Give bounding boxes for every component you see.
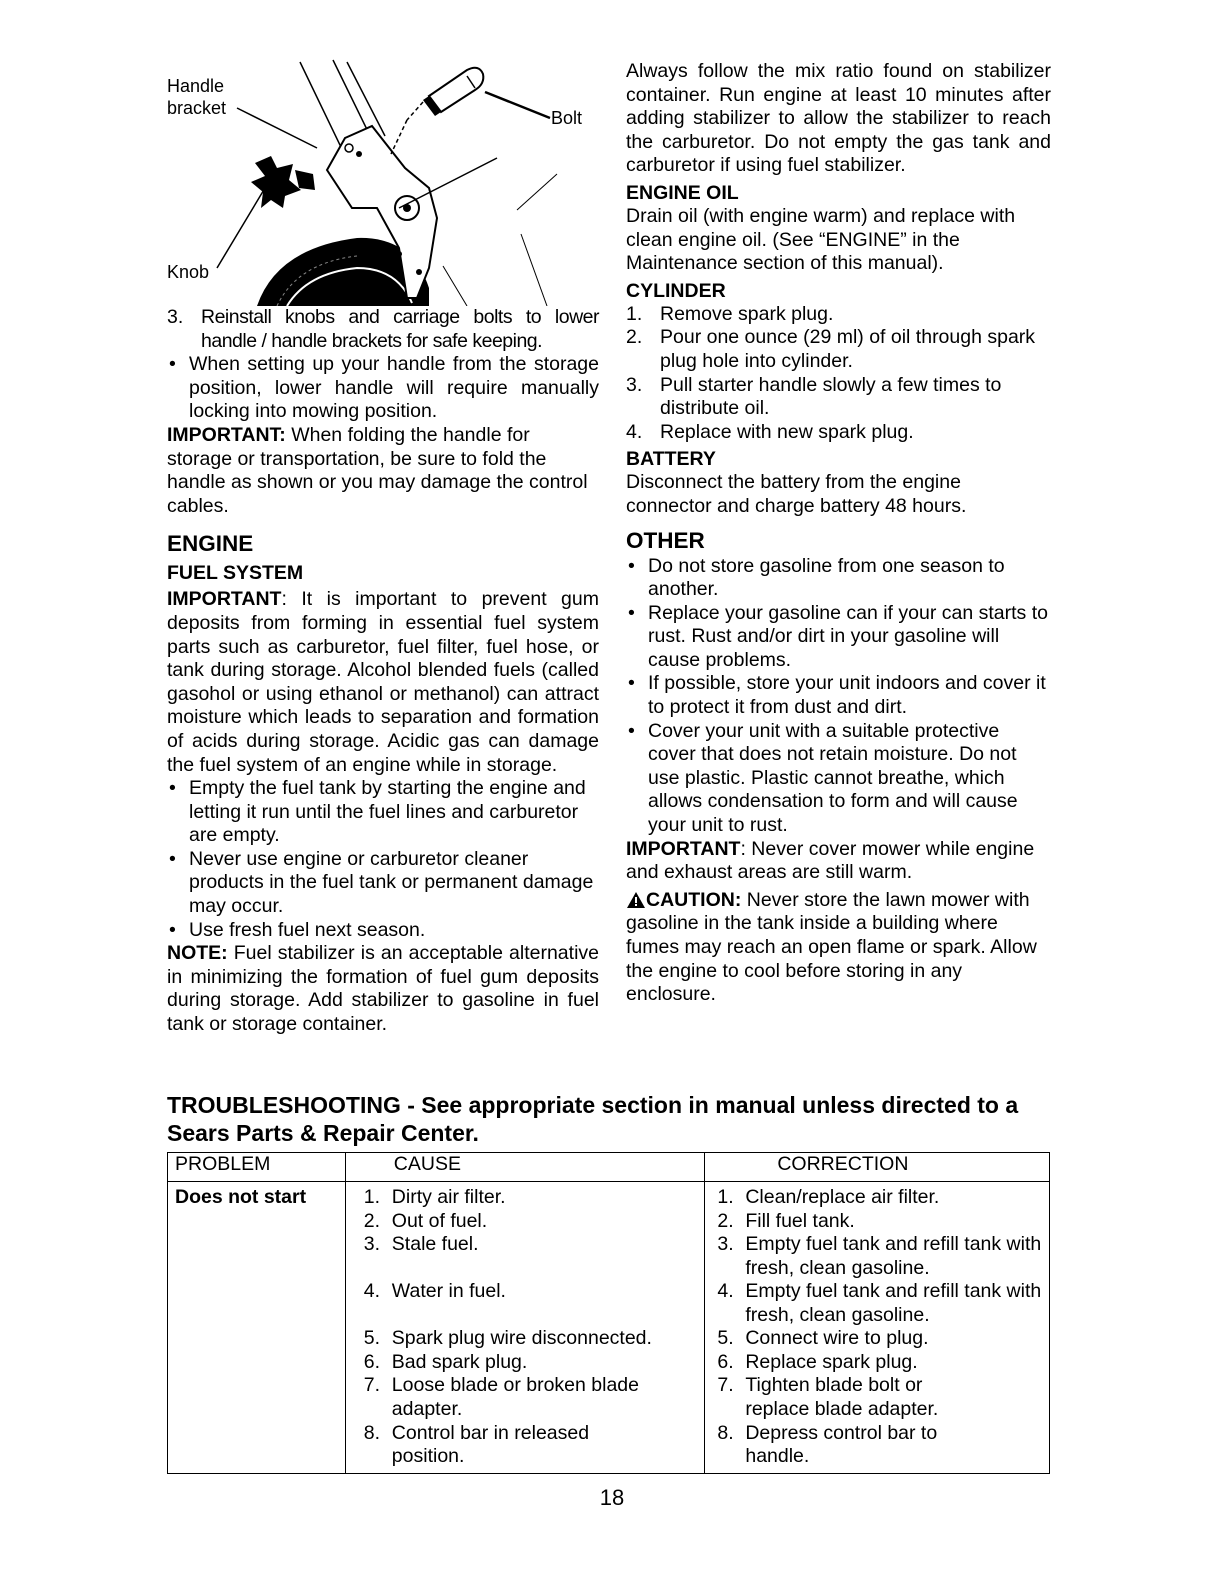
cause-item — [364, 1422, 705, 1469]
item-number: 6. — [363, 1350, 381, 1373]
correction-item — [717, 1374, 1049, 1421]
cause-item — [364, 1210, 705, 1234]
item-text: Control bar in released position. — [391, 1421, 590, 1468]
engine-oil-paragraph: Drain oil (with engine warm) and replace with clean engine oil. (See “ENGINE” in the Maintenance section of this manual). — [626, 204, 1016, 275]
step-number: 1. — [626, 302, 643, 325]
cause-item — [364, 1327, 705, 1351]
bullet-text: Cover your unit with a suitable protective cover that does not retain moisture. Do not use plastic. Plastic cannot breathe, which allows condensation to form and will cause your unit to rust. — [648, 719, 1018, 837]
handle-bracket-figure — [167, 58, 599, 306]
correction-item — [717, 1186, 1049, 1210]
item-number: 8. — [363, 1421, 381, 1444]
caution-label: CAUTION: — [646, 888, 742, 911]
cylinder-heading: CYLINDER — [626, 279, 726, 302]
item-number: 3. — [363, 1233, 381, 1256]
item-text: Clean/replace air filter. — [745, 1186, 940, 1208]
correction-item — [717, 1327, 1049, 1351]
correction-item — [717, 1210, 1049, 1234]
important-text: : Never cover mower while engine and exhaust areas are still warm. — [626, 837, 1035, 884]
figure-label-bracket: bracket — [167, 98, 227, 118]
bullet-dot: • — [628, 554, 635, 577]
fuel-bullet — [167, 848, 599, 919]
fuel-bullet — [167, 777, 599, 848]
item-text: Out of fuel. — [391, 1209, 488, 1232]
cause-item — [364, 1351, 705, 1375]
item-text: Stale fuel. — [391, 1233, 479, 1256]
cause-item — [364, 1186, 705, 1210]
important-text: When folding the handle for storage or transportation, be sure to fold the handle as shown or you may damage the control cables. — [167, 423, 588, 517]
engine-oil-heading: ENGINE OIL — [626, 181, 739, 204]
item-text: Connect wire to plug. — [745, 1327, 929, 1350]
header-cause: CAUSE — [345, 1153, 705, 1182]
table-header-row — [168, 1153, 1050, 1182]
important-text: : It is important to prevent gum deposits from forming in essential fuel system parts such as carburetor, fuel filter, fuel hose, or tank during storage. Alcohol blended fuels (called gasohol or using ethanol or methanol) can attract moisture which leads to separation and formation of acids during storage. Acidic gas can damage the fuel system of an engine while in storage. — [167, 588, 599, 776]
figure-label-knob: Knob — [167, 262, 210, 282]
battery-paragraph: Disconnect the battery from the engine connector and charge battery 48 hours. — [626, 471, 967, 517]
step-3 — [167, 306, 599, 353]
troubleshooting-title: TROUBLESHOOTING - See appropriate section in manual unless directed to a Sears Parts & Repair Center. — [167, 1092, 1019, 1146]
battery-heading: BATTERY — [626, 448, 716, 471]
important-label: IMPORTANT: — [167, 423, 286, 446]
bullet-text: Replace your gasoline can if your can starts to rust. Rust and/or dirt in your gasoline will cause problems. — [648, 601, 1048, 671]
item-text: Bad spark plug. — [391, 1350, 528, 1373]
item-number: 2. — [717, 1209, 734, 1232]
header-problem: PROBLEM — [168, 1153, 346, 1182]
correction-item — [717, 1351, 1049, 1375]
item-number: 7. — [363, 1374, 381, 1397]
item-number: 3. — [717, 1233, 734, 1256]
item-number: 1. — [717, 1186, 734, 1208]
item-number: 6. — [717, 1350, 734, 1373]
correction-item — [717, 1280, 1049, 1327]
step-text: Pour one ounce (29 ml) of oil through spark plug hole into cylinder. — [660, 326, 1036, 372]
correction-item — [717, 1233, 1049, 1280]
warning-triangle-icon — [626, 891, 646, 909]
item-text: Replace spark plug. — [745, 1350, 918, 1373]
bullet-dot: • — [169, 847, 176, 870]
note-label: NOTE: — [167, 942, 228, 965]
item-text: Tighten blade bolt or replace blade adapter. — [745, 1374, 939, 1420]
item-text: Dirty air filter. — [391, 1186, 506, 1208]
figure-label-handle: Handle — [167, 76, 225, 96]
caution-note — [626, 889, 1051, 1007]
other-bullet — [626, 672, 1051, 719]
step-number: 3. — [167, 306, 184, 328]
stabilizer-paragraph: Always follow the mix ratio found on stabilizer container. Run engine at least 10 minutes after adding stabilizer to allow the stabilizer to reach the carburetor. Do not empty the gas tank and carburetor if using fuel stabilizer. — [626, 60, 1051, 177]
left-column — [167, 58, 599, 1037]
other-bullet — [626, 720, 1051, 838]
bullet-text: Empty the fuel tank by starting the engine and letting it run until the fuel lines and carburetor are empty. — [189, 777, 586, 847]
table-row — [168, 1182, 1050, 1474]
important-cover-note — [626, 838, 1051, 885]
item-text: Water in fuel. — [391, 1280, 506, 1303]
item-text: Fill fuel tank. — [745, 1209, 855, 1232]
handle-diagram-illustration — [167, 58, 599, 306]
cylinder-step — [626, 421, 1051, 445]
bullet-text: When setting up your handle from the storage position, lower handle will require manually locking into mowing position. — [189, 353, 599, 423]
important-label: IMPORTANT — [626, 837, 741, 860]
right-column — [626, 60, 1051, 1007]
cylinder-step — [626, 303, 1051, 327]
item-text: Empty fuel tank and refill tank with fresh, clean gasoline. — [745, 1280, 1042, 1326]
cylinder-step — [626, 326, 1051, 373]
item-number: 2. — [363, 1209, 381, 1232]
item-number: 8. — [717, 1421, 734, 1444]
other-bullet — [626, 602, 1051, 673]
troubleshooting-table — [167, 1152, 1050, 1474]
bullet-dot: • — [628, 672, 635, 695]
cause-item — [364, 1233, 705, 1280]
bullet-handle-setup — [167, 353, 599, 424]
item-number: 5. — [717, 1327, 734, 1350]
cylinder-step — [626, 374, 1051, 421]
fuel-bullet — [167, 919, 599, 943]
caution-text: Never store the lawn mower with gasoline in the tank inside a building where fumes may reach an open flame or spark. Allow the engine to cool before storing in any enclosure. — [626, 888, 1037, 1006]
correction-cell — [705, 1182, 1050, 1474]
bullet-text: If possible, store your unit indoors and cover it to protect it from dust and dirt. — [648, 672, 1046, 719]
item-number: 7. — [717, 1374, 734, 1397]
step-number: 2. — [626, 326, 643, 349]
other-bullet — [626, 555, 1051, 602]
item-text: Depress control bar to handle. — [745, 1421, 938, 1468]
important-folding-note — [167, 424, 599, 518]
bullet-dot: • — [628, 719, 635, 742]
note-text: Fuel stabilizer is an acceptable alternative in minimizing the formation of fuel gum deposits during storage. Add stabilizer to gasoline in fuel tank or storage container. — [167, 942, 599, 1036]
bullet-text: Use fresh fuel next season. — [189, 918, 426, 941]
bullet-dot: • — [169, 777, 176, 800]
step-number: 3. — [626, 373, 643, 396]
step-number: 4. — [626, 420, 643, 443]
item-number: 1. — [363, 1186, 381, 1208]
step-text: Reinstall knobs and carriage bolts to lower handle / handle brackets for safe keeping. — [201, 306, 599, 352]
item-number: 5. — [363, 1327, 381, 1350]
fuel-stabilizer-note — [167, 942, 599, 1036]
item-number: 4. — [363, 1280, 381, 1303]
step-text: Pull starter handle slowly a few times to distribute oil. — [660, 373, 1002, 420]
item-text: Empty fuel tank and refill tank with fresh, clean gasoline. — [745, 1233, 1042, 1279]
figure-label-bolt: Bolt — [551, 108, 583, 128]
cause-cell — [345, 1182, 705, 1474]
engine-heading: ENGINE — [167, 531, 254, 557]
item-text: Spark plug wire disconnected. — [391, 1327, 652, 1350]
header-correction: CORRECTION — [705, 1153, 1050, 1182]
bullet-text: Never use engine or carburetor cleaner products in the fuel tank or permanent damage may occur. — [189, 847, 594, 918]
correction-item — [717, 1422, 1049, 1469]
page-number: 18 — [599, 1485, 625, 1510]
step-text: Replace with new spark plug. — [660, 420, 914, 443]
item-number: 4. — [717, 1280, 734, 1303]
fuel-system-heading: FUEL SYSTEM — [167, 562, 304, 585]
bullet-text: Do not store gasoline from one season to another. — [648, 554, 1005, 601]
step-text: Remove spark plug. — [660, 302, 834, 325]
bullet-dot: • — [628, 601, 635, 624]
fuel-important-paragraph — [167, 588, 599, 777]
item-text: Loose blade or broken blade adapter. — [391, 1374, 639, 1420]
important-label: IMPORTANT — [167, 588, 282, 611]
cause-item — [364, 1374, 705, 1421]
problem-cell: Does not start — [168, 1182, 346, 1474]
bullet-dot: • — [169, 918, 176, 941]
cause-item — [364, 1280, 705, 1327]
other-heading: OTHER — [626, 527, 705, 553]
bullet-dot: • — [169, 353, 176, 376]
